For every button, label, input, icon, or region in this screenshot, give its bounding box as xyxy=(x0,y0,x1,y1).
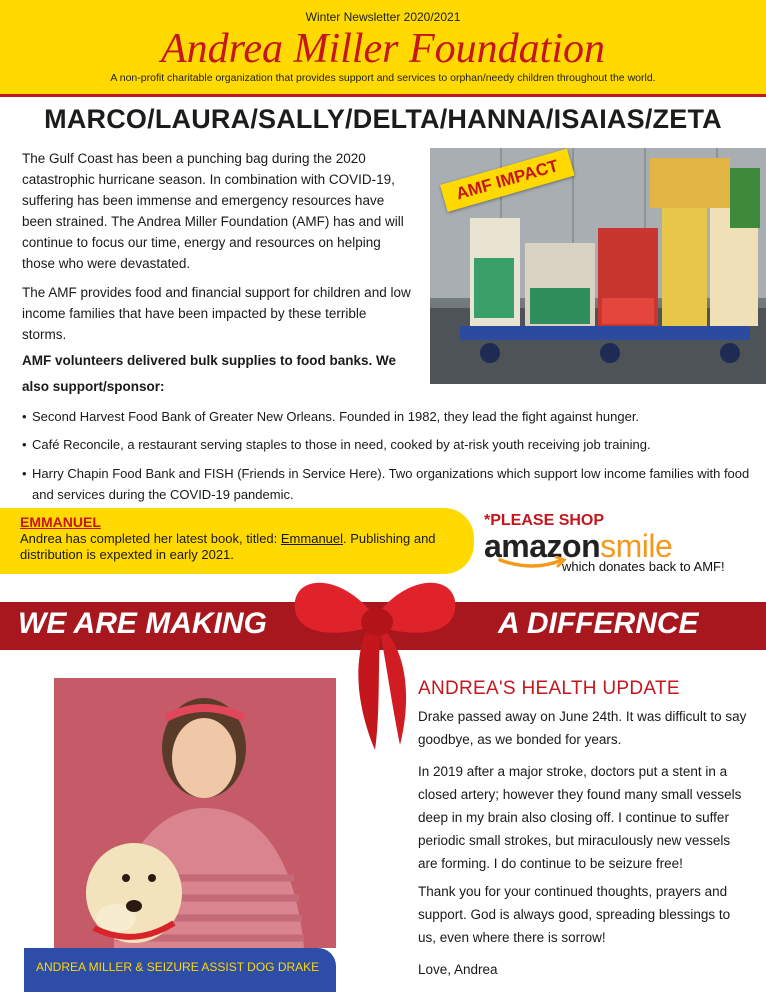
storms-paragraph-3: AMF volunteers delivered bulk supplies to food banks. We also support/sponsor: xyxy=(22,353,397,394)
emmanuel-text xyxy=(20,531,460,563)
amazon-smile-arrow-icon xyxy=(498,556,568,572)
emmanuel-text-after: . Publishing and distribution is expexted in early 2021. xyxy=(20,531,436,562)
amazon-smile-subtext: which donates back to AMF! xyxy=(562,559,725,574)
banner-right-text: A DIFFERNCE xyxy=(498,607,699,640)
foundation-tagline: A non-profit charitable organization that provides support and services to orphan/needy children throughout the world. xyxy=(110,72,656,84)
header-rule xyxy=(0,94,766,97)
smile-wordmark: smile xyxy=(600,528,673,564)
portrait-illustration xyxy=(54,678,336,948)
banner-left-text: WE ARE MAKING xyxy=(18,607,267,640)
andrea-and-drake-photo xyxy=(54,678,336,948)
list-item: • Second Harvest Food Bank of Greater New Orleans. Founded in 1982, they lead the fight against hunger. xyxy=(22,406,754,427)
storms-paragraph-2: The AMF provides food and financial support for children and low income families that have been impacted by these terrible storms. xyxy=(22,285,411,342)
emmanuel-text-before: Andrea has completed her latest book, titled: xyxy=(20,531,281,546)
storms-paragraph-1: The Gulf Coast has been a punching bag during the 2020 catastrophic hurricane season. In combination with COVID-19, suffering has been immense and emergency resources have been strained. The Andrea Miller Foundation (AMF) has and will continue to focus our time, energy and resources on helping those who were devastated. xyxy=(22,151,404,271)
photo-caption: ANDREA MILLER & SEIZURE ASSIST DOG DRAKE xyxy=(36,960,320,974)
please-shop-label: *PLEASE SHOP xyxy=(484,512,605,529)
amazon-wordmark: amazon xyxy=(484,528,601,564)
health-paragraph-2: In 2019 after a major stroke, doctors put a stent in a closed artery; however they found many small vessels deep in my brain also closing off. I continue to suffer periodic small strokes, but miraculously new vessels are forming. I do continue to be seizure free! xyxy=(418,764,742,871)
list-item: • Café Reconcile, a restaurant serving staples to those in need, cooked by at-risk youth receiving job training. xyxy=(22,434,754,455)
storms-heading: MARCO/LAURA/SALLY/DELTA/HANNA/ISAIAS/ZETA xyxy=(44,104,722,134)
newsletter-kicker: Winter Newsletter 2020/2021 xyxy=(305,10,461,24)
list-item: • Harry Chapin Food Bank and FISH (Friends in Service Here). Two organizations which support low income families with food and services during the COVID-19 pandemic. xyxy=(22,463,754,505)
emmanuel-title: EMMANUEL xyxy=(20,514,101,530)
health-signoff: Love, Andrea xyxy=(418,962,498,977)
health-update-title: ANDREA'S HEALTH UPDATE xyxy=(418,678,680,699)
health-paragraph-3: Thank you for your continued thoughts, prayers and support. God is always good, spreading blessings to us, even where there is sorrow! xyxy=(418,884,731,945)
emmanuel-book-link[interactable]: Emmanuel xyxy=(280,531,344,546)
foundation-title: Andrea Miller Foundation xyxy=(160,26,606,72)
amf-impact-badge: AMF IMPACT xyxy=(440,149,575,212)
health-paragraph-1: Drake passed away on June 24th. It was difficult to say goodbye, as we bonded for years. xyxy=(418,709,747,747)
